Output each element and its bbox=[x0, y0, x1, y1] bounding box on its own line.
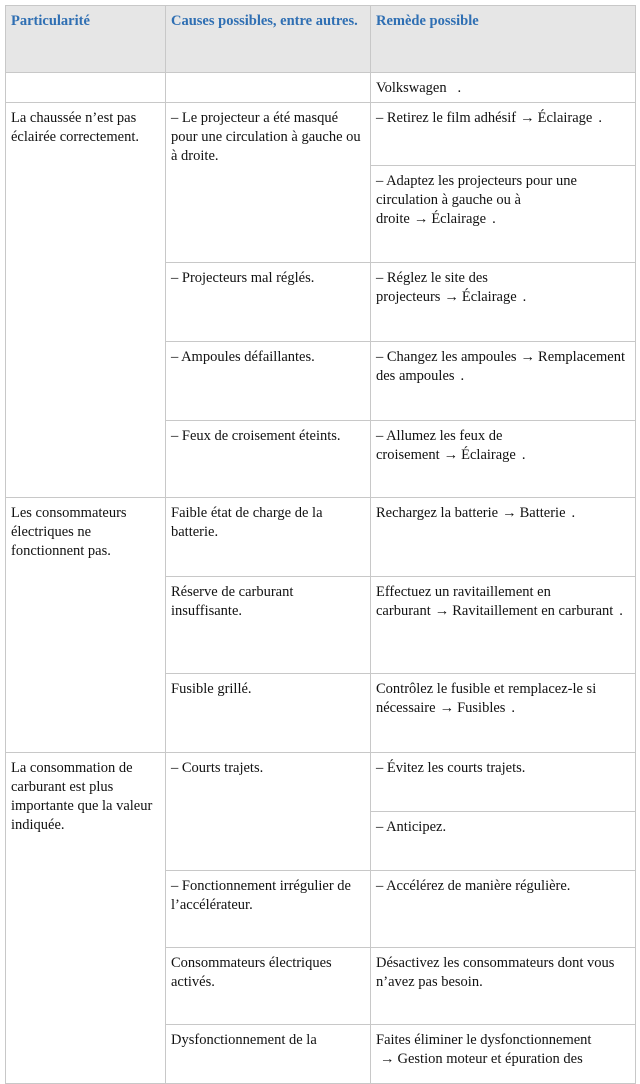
link-suffix: . bbox=[571, 505, 576, 521]
remedy-cell bbox=[371, 263, 636, 342]
remedy-link[interactable]: Gestion moteur et épuration des bbox=[397, 1051, 583, 1067]
header-remede: Remède possible bbox=[371, 6, 636, 73]
remedy-cell bbox=[371, 342, 636, 421]
remedy-cell bbox=[371, 812, 636, 871]
cause-cell: – Courts trajets. bbox=[166, 753, 371, 871]
header-particularite: Particularité bbox=[6, 6, 166, 73]
remedy-text: – Accélérez de manière régulière. bbox=[376, 878, 571, 894]
link-suffix: . bbox=[522, 289, 527, 305]
remedy-text: Faites éliminer le dysfonctionnement bbox=[376, 1032, 592, 1048]
remedy-text: – Réglez le site des projecteurs bbox=[376, 270, 488, 305]
symptom-cell: La consommation de carburant est plus importante que la valeur indiquée. bbox=[6, 753, 166, 1084]
link-suffix: . bbox=[619, 603, 623, 619]
remedy-cell bbox=[371, 1025, 636, 1084]
link-suffix: . bbox=[521, 447, 526, 463]
table-row bbox=[6, 753, 636, 812]
cause-cell: – Ampoules défaillantes. bbox=[166, 342, 371, 421]
link-suffix: . bbox=[598, 110, 602, 126]
table-row bbox=[6, 73, 636, 103]
cause-cell: – Fonctionnement irrégulier de l’accélérateur. bbox=[166, 871, 371, 948]
arrow-icon: → bbox=[444, 289, 459, 305]
remedy-text: – Allumez les feux de croisement bbox=[376, 428, 503, 463]
remedy-link[interactable]: Batterie bbox=[519, 505, 566, 521]
cause-cell: Dysfonctionnement de la bbox=[166, 1025, 371, 1084]
table-row bbox=[6, 498, 636, 577]
remedy-link[interactable]: Ravitaillement en carburant bbox=[452, 603, 614, 619]
remedy-text: Effectuez un ravitaillement en carburant bbox=[376, 584, 551, 619]
arrow-icon: → bbox=[520, 110, 535, 126]
symptom-cell: Les consommateurs électriques ne fonctionnent pas. bbox=[6, 498, 166, 753]
header-row bbox=[6, 6, 636, 73]
remedy-text: Désactivez les consommateurs dont vous n’avez pas besoin. bbox=[376, 955, 615, 990]
arrow-icon: → bbox=[380, 1051, 395, 1067]
link-suffix: . bbox=[511, 700, 516, 716]
cause-cell: – Le projecteur a été masqué pour une circulation à gauche ou à droite. bbox=[166, 103, 371, 263]
arrow-icon: → bbox=[413, 211, 429, 227]
table-row bbox=[6, 103, 636, 166]
remedy-text: – Changez les ampoules bbox=[376, 349, 517, 365]
remedy-cell bbox=[371, 948, 636, 1025]
symptom-cell: La chaussée n’est pas éclairée correctement. bbox=[6, 103, 166, 498]
remedy-link[interactable]: Éclairage bbox=[461, 289, 517, 305]
cause-cell: Fusible grillé. bbox=[166, 674, 371, 753]
remedy-text: – Évitez les courts trajets. bbox=[376, 760, 526, 776]
remedy-cell: Volkswagen . bbox=[371, 73, 636, 103]
link-suffix: . bbox=[460, 368, 465, 384]
remedy-cell bbox=[371, 753, 636, 812]
remedy-link[interactable]: Éclairage bbox=[537, 110, 593, 126]
troubleshooting-table bbox=[5, 5, 636, 1084]
arrow-icon: → bbox=[439, 700, 455, 716]
link-suffix: . bbox=[492, 211, 496, 227]
arrow-icon: → bbox=[443, 447, 459, 463]
remedy-cell bbox=[371, 103, 636, 166]
cause-cell bbox=[166, 73, 371, 103]
remedy-link[interactable]: Éclairage bbox=[431, 211, 487, 227]
symptom-cell bbox=[6, 73, 166, 103]
arrow-icon: → bbox=[502, 505, 517, 521]
remedy-cell bbox=[371, 577, 636, 674]
remedy-text: – Retirez le film adhésif bbox=[376, 110, 517, 126]
remedy-cell bbox=[371, 166, 636, 263]
remedy-cell bbox=[371, 871, 636, 948]
remedy-link[interactable]: Remplacement des ampoules bbox=[376, 349, 626, 384]
cause-cell: Réserve de carburant insuffisante. bbox=[166, 577, 371, 674]
remedy-cell bbox=[371, 674, 636, 753]
remedy-text: Rechargez la batterie bbox=[376, 505, 499, 521]
header-causes: Causes possibles, entre autres. bbox=[166, 6, 371, 73]
cause-cell: – Feux de croisement éteints. bbox=[166, 421, 371, 498]
remedy-text: Contrôlez le fusible et remplacez-le si nécessaire bbox=[376, 681, 597, 716]
arrow-icon: → bbox=[520, 349, 536, 365]
cause-cell: Faible état de charge de la batterie. bbox=[166, 498, 371, 577]
remedy-text: – Adaptez les projecteurs pour une circulation à gauche ou à droite bbox=[376, 173, 577, 227]
remedy-link[interactable]: Éclairage bbox=[461, 447, 516, 463]
cause-cell: Consommateurs électriques activés. bbox=[166, 948, 371, 1025]
remedy-text: – Anticipez. bbox=[376, 819, 447, 835]
remedy-link[interactable]: Fusibles bbox=[457, 700, 506, 716]
remedy-cell bbox=[371, 421, 636, 498]
arrow-icon: → bbox=[434, 603, 450, 619]
remedy-cell bbox=[371, 498, 636, 577]
cause-cell: – Projecteurs mal réglés. bbox=[166, 263, 371, 342]
